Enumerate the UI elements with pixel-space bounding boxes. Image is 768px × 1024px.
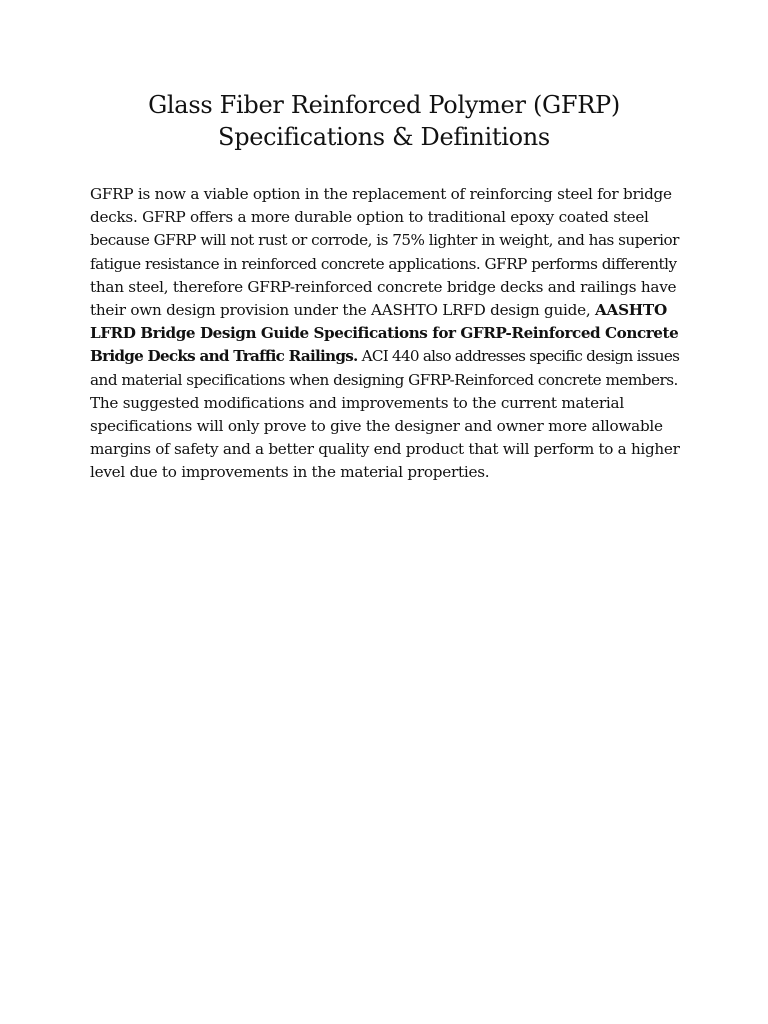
bold-reference-title: LFRD Bridge Design Guide Specifications for GFRP-Reinforced Concrete	[90, 324, 679, 343]
paragraph-text: ACI 440 also addresses specific design issues	[361, 347, 680, 366]
paragraph-line-7	[90, 322, 680, 345]
paragraph-line-5: than steel, therefore GFRP-reinforced concrete bridge decks and railings have	[90, 277, 677, 296]
paragraph-line-4: fatigue resistance in reinforced concrete applications. GFRP performs differently	[90, 254, 677, 273]
paragraph-line-9: and material specifications when designing GFRP-Reinforced concrete members.	[90, 370, 678, 389]
paragraph-line-12: margins of safety and a better quality end product that will perform to a higher	[90, 440, 680, 459]
paragraph-line-13: level due to improvements in the material properties.	[90, 463, 490, 482]
bold-reference-title: AASHTO	[595, 301, 667, 320]
paragraph-text: their own design provision under the AASHTO LRFD design guide,	[90, 301, 591, 320]
paragraph-line-1: GFRP is now a viable option in the replacement of reinforcing steel for bridge	[90, 185, 672, 203]
bold-reference-title: Bridge Decks and Traffic Railings.	[90, 347, 358, 366]
paragraph-line-6	[90, 299, 680, 322]
title-line-1: Glass Fiber Reinforced Polymer (GFRP)	[148, 91, 620, 119]
paragraph-line-11: specifications will only prove to give the designer and owner more allowable	[90, 417, 663, 436]
body-paragraph	[90, 183, 680, 485]
document-title	[90, 89, 678, 153]
paragraph-line-2: decks. GFRP offers a more durable option to traditional epoxy coated steel	[90, 208, 649, 227]
title-line-2: Specifications & Definitions	[218, 123, 550, 151]
paragraph-line-10: The suggested modifications and improvements to the current material	[90, 393, 624, 412]
paragraph-line-3: because GFRP will not rust or corrode, is 75% lighter in weight, and has superior	[90, 231, 679, 250]
paragraph-line-8	[90, 345, 680, 368]
